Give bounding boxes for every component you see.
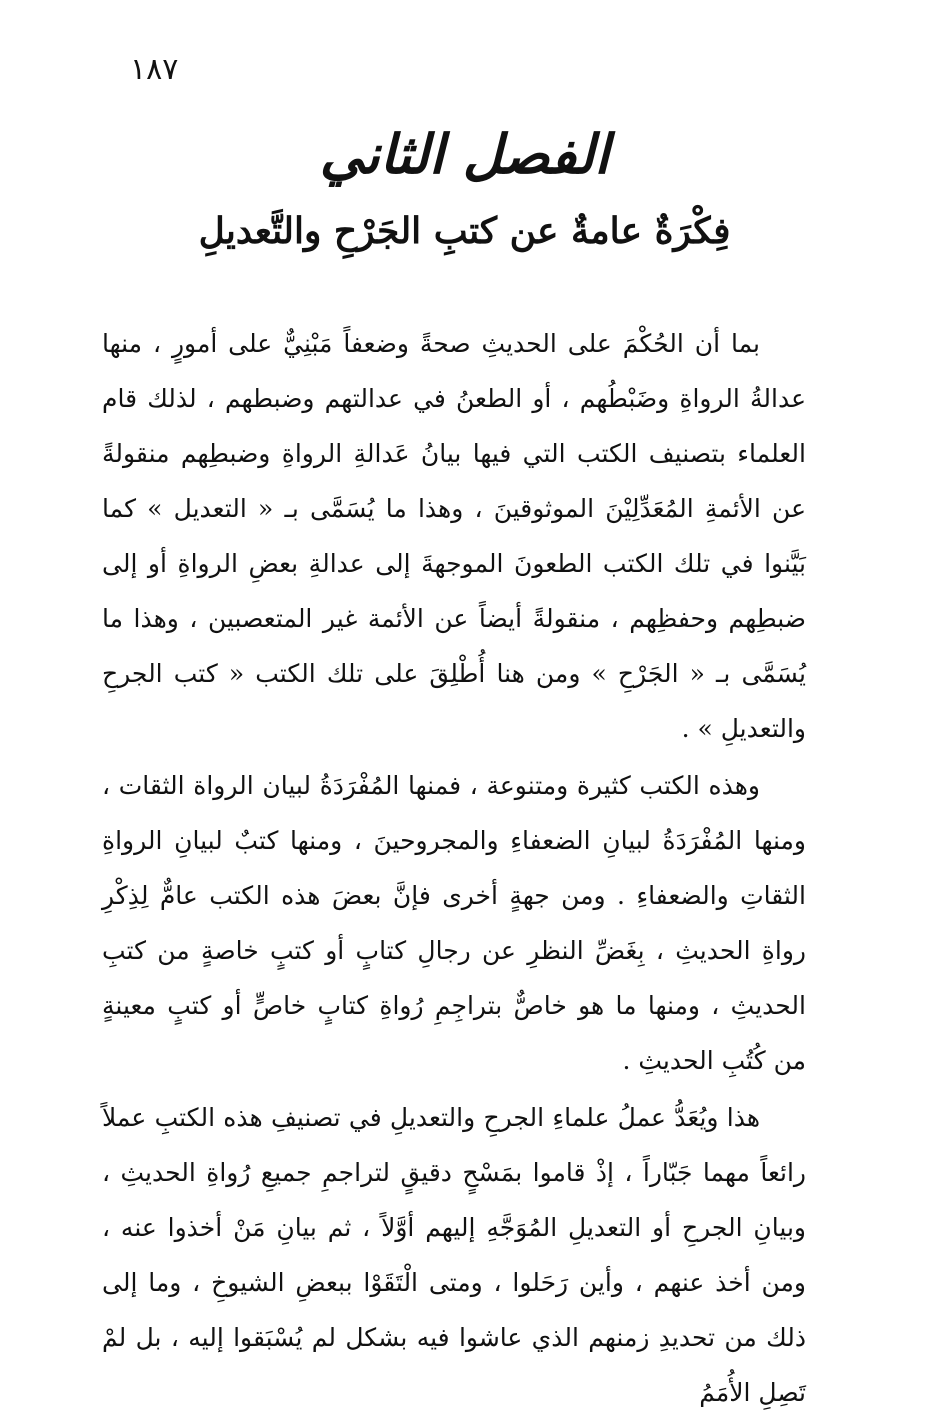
body-text	[102, 316, 806, 1420]
page-number: ١٨٧	[130, 52, 179, 87]
paragraph: هذا ويُعَدُّ عملُ علماءِ الجرحِ والتعديلِ في تصنيفِ هذه الكتبِ عملاً رائعاً مهما جَبّاراً ، إذْ قاموا بمَسْحٍ دقيقٍ لتراجمِ جميعِ رُواةِ الحديثِ ، وبيانِ الجرحِ أو التعديلِ المُوَجَّهِ إليهم أوَّلاً ، ثم بيانِ مَنْ أخذوا عنه ، ومن أخذ عنهم ، وأين رَحَلوا ، ومتى الْتَقَوْا ببعضِ الشيوخِ ، وما إلى ذلك من تحديدِ زمنهم الذي عاشوا فيه بشكل لم يُسْبَقوا إليه ، بل لمْ تَصِلِ الأُمَمُ	[102, 1103, 806, 1407]
paragraph: بما أن الحُكْمَ على الحديثِ صحةً وضعفاً مَبْنِيٌّ على أمورٍ ، منها عدالةُ الرواةِ وضَبْطُهم ، أو الطعنُ في عدالتهم وضبطهم ، لذلك قام العلماء بتصنيف الكتب التي فيها بيانُ عَدالةِ الرواةِ وضبطِهم منقولةً عن الأئمةِ المُعَدِّلِيْنَ الموثوقينَ ، وهذا ما يُسَمَّى بـ « التعديل » كما بَيَّنوا في تلك الكتب الطعونَ الموجهةَ إلى عدالةِ بعضِ الرواةِ أو إلى ضبطِهم وحفظِهم ، منقولةً أيضاً عن الأئمة غير المتعصبين ، وهذا ما يُسَمَّى بـ « الجَرْحِ » ومن هنا أُطْلِقَ على تلك الكتب « كتب الجرحِ والتعديلِ » .	[102, 329, 806, 743]
paragraph: وهذه الكتب كثيرة ومتنوعة ، فمنها المُفْرَدَةُ لبيان الرواة الثقات ، ومنها المُفْرَدَةُ لبيانِ الضعفاءِ والمجروحينَ ، ومنها كتبٌ لبيانِ الرواةِ الثقاتِ والضعفاءِ . ومن جهةٍ أخرى فإنَّ بعضَ هذه الكتب عامٌّ لِذِكْرِ رواةِ الحديثِ ، بِغَضِّ النظرِ عن رجالِ كتابٍ أو كتبٍ خاصةٍ من كتبِ الحديثِ ، ومنها ما هو خاصٌّ بتراجِمِ رُواةِ كتابٍ خاصٍّ أو كتبٍ معينةٍ من كُتُبِ الحديثِ .	[102, 771, 806, 1075]
chapter-title: الفصل الثاني	[319, 122, 610, 186]
section-title: فِكْرَةٌ عامةٌ عن كتبِ الجَرْحِ والتَّعديلِ	[198, 210, 731, 252]
